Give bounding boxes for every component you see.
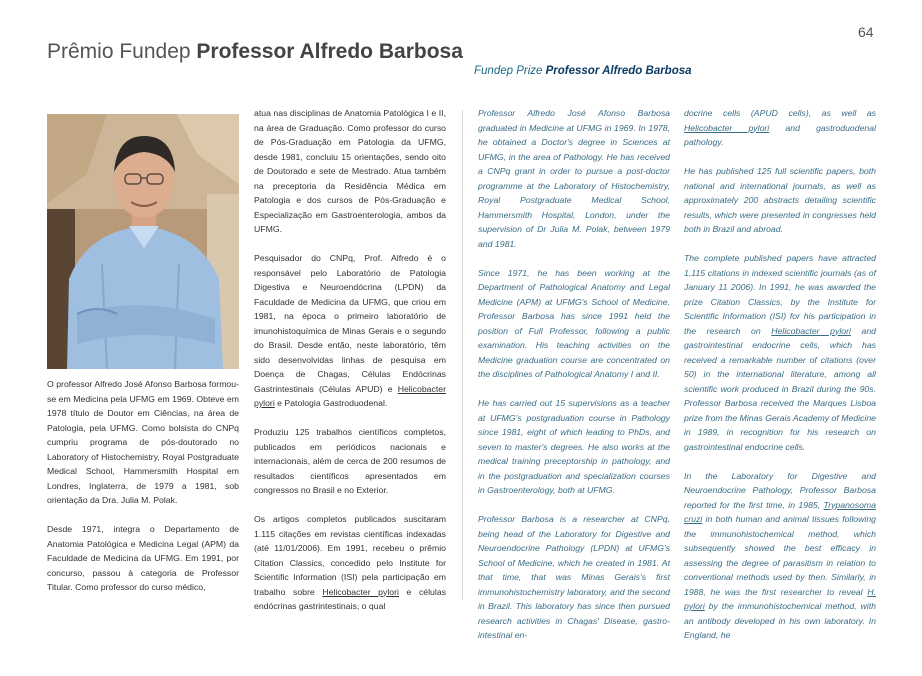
paragraph	[684, 251, 876, 454]
underlined-term: Helicobacter pylori	[771, 325, 851, 336]
paragraph	[254, 251, 446, 411]
page-number: 64	[858, 24, 874, 40]
column-divider	[462, 110, 463, 600]
page-title-prefix: Prêmio Fundep	[47, 40, 197, 63]
text: Os artigos completos publicados suscitaram 1.115 citações em revistas científicas indexadas (até 11/01/2006). Em 1991, recebeu o prêmio Citation Classics, concedido pelo Institute for Scientific Information (ISI) pela participação em trabalho sobre	[254, 514, 446, 597]
text: e Patologia Gastroduodenal.	[274, 398, 388, 408]
page-title-name: Professor Alfredo Barbosa	[196, 40, 463, 63]
paragraph: atua nas disciplinas de Anatomia Patológica I e II, na área de Graduação. Como professor do curso de Pós-Graduação em Patologia da UFMG, desde 1981, concluiu 15 orientações, sendo oito de Doutorado e sete de Mestrado. Atua também na preceptoria da Residência Médica em Patologia e dos cursos de Pós-Graduação e Especialização em Gastroenterologia, ambos da UFMG.	[254, 108, 446, 234]
underlined-term: Trypanosoma cruzi	[684, 499, 876, 524]
portrait-illustration	[47, 114, 239, 369]
text: by the immunohistochemical method, with an antibody developed in his own laboratory. In England, he	[684, 601, 876, 640]
text: and gastroduodenal pathology.	[684, 122, 876, 147]
paragraph: He has published 125 full scientific papers, both national and international journals, as well as approximately 200 abstracts detailing scientific results, which were presented in congresses held both in Brazil and abroad.	[684, 166, 876, 234]
column-portuguese-2	[254, 106, 446, 628]
portrait-photo	[47, 114, 239, 369]
text: Pesquisador do CNPq, Prof. Alfredo é o responsável pelo Laboratório de Patologia Digestiva e Neuroendócrina (LPDN) da Faculdade de Medicina da UFMG, que criou em 1981, na época o primeiro laboratório de imunohistoquímica de Minas Gerais e o segundo do Brasil. Desde então, neste laboratório, têm sido desenvolvidas linhas de pesquisa em Doença de Chagas, Células Endócrinas Gastrintestinais (Células APUD) e	[254, 253, 446, 394]
paragraph: Desde 1971, integra o Departamento de Anatomia Patológica e Medicina Legal (APM) da Faculdade de Medicina da UFMG. Em 1991, por concurso, passou à categoria de Professor Titular. Como professor do curso médico,	[47, 524, 239, 592]
page-title	[47, 40, 567, 64]
text: and gastrointestinal endocrine cells, which has received a remarkable number of citations (over 50) in the international literature, among all scientific work produced in Brazil during the 90s. Professor Barbosa received the Marques Lisboa prize from the Minas Gerais Academy of Medicine in 1989, in recognition for his research on gastrointestinal endocrine cells.	[684, 325, 876, 452]
subtitle-prefix: Fundep Prize	[474, 65, 546, 77]
text: In the Laboratory for Digestive and Neuroendocrine Pathology, Professor Barbosa reported for the first time, in 1985,	[684, 470, 876, 510]
column-english-2	[684, 106, 876, 657]
paragraph	[254, 512, 446, 614]
paragraph: O professor Alfredo José Afonso Barbosa formou-se em Medicina pela UFMG em 1969. Obteve em 1978 título de Doutor em Ciências, na área de Patologia, pela UFMG. Como bolsista do CNPq cumpriu programa de pós-doutorado no Laboratory of Histochemistry, Royal Postgraduate Medical School, Hammersmith Hospital em Londres, Inglaterra, de 1979 a 1981, sob orientação da Dra. Julia M. Polak.	[47, 379, 239, 505]
paragraph: Produziu 125 trabalhos científicos completos, publicados em periódicos nacionais e internacionais, além de cerca de 200 resumos de resultados científicos apresentados em congressos no Brasil e no Exterior.	[254, 427, 446, 495]
text: in both human and animal tissues following the immunohistochemical method, which subsequently showed the best efficacy in assessing the degree of parasitism in relation to conventional methods used by then. Similarly, in 1988, he was the first researcher to reveal	[684, 514, 876, 597]
underlined-term: Helicobacter pylori	[322, 586, 399, 597]
underlined-term: H. pylori	[684, 586, 876, 611]
subtitle-name: Professor Alfredo Barbosa	[545, 65, 692, 77]
page-subtitle-english	[474, 65, 692, 77]
paragraph	[684, 469, 876, 643]
paragraph: Professor Alfredo José Afonso Barbosa graduated in Medicine at UFMG in 1969. In 1978, he obtained a Doctor's degree in Sciences at UFMG, in the area of Pathology. He has received a CNPq grant in order to pursue a post-doctor programme at the Laboratory of Histochemistry, Royal Postgraduate Medical School, Hammersmith Hospital, London, under the supervision of Dr Julia M. Polak, between 1979 and 1981.	[478, 108, 670, 249]
paragraph: He has carried out 15 supervisions as a teacher at UFMG's postgraduation course in Pathology since 1981, eight of which leading to PhDs, and seven to master's degrees. He also works at the medical training preceptorship in pathology, and in the postgraduation and specialization courses in Gastroenterology, both at UFMG.	[478, 398, 670, 495]
paragraph: Professor Barbosa is a researcher at CNPq, being head of the Laboratory for Digestive and Neuroendocrine Pathology (LPDN) at UFMG's School of Medicine, which he created in 1981. At that time, that was Minas Gerais's first immunohistochemistry laboratory, and the second in Brazil. This laboratory has since then pursued research activities in Chagas' Disease, gastro-intestinal en-	[478, 514, 670, 640]
text: e células endócrinas gastrintestinais, o qual	[254, 586, 446, 611]
text: The complete published papers have attracted 1,115 citations in indexed scientific journals (as of January 11 2006). In 1991, he was awarded the prize Citation Classics, by the Institute for Scientific Information (ISI) for his participation in the research on	[684, 253, 876, 336]
text: docrine cells (APUD cells), as well as	[684, 108, 876, 118]
column-english-1	[478, 106, 670, 657]
underlined-term: Helicobacter pylori	[254, 383, 446, 408]
paragraph: Since 1971, he has been working at the Department of Pathological Anatomy and Legal Medicine (APM) at UFMG's School of Medicine. Professor Barbosa has since 1991 held the position of Full Professor, following a public examination. His teaching activities on the Medicine graduation course are concentrated on the disciplines of Pathological Anatomy I and II.	[478, 267, 670, 379]
column-portuguese-1	[47, 377, 239, 609]
paragraph	[684, 106, 876, 150]
underlined-term: Helicobacter pylori	[684, 122, 770, 133]
